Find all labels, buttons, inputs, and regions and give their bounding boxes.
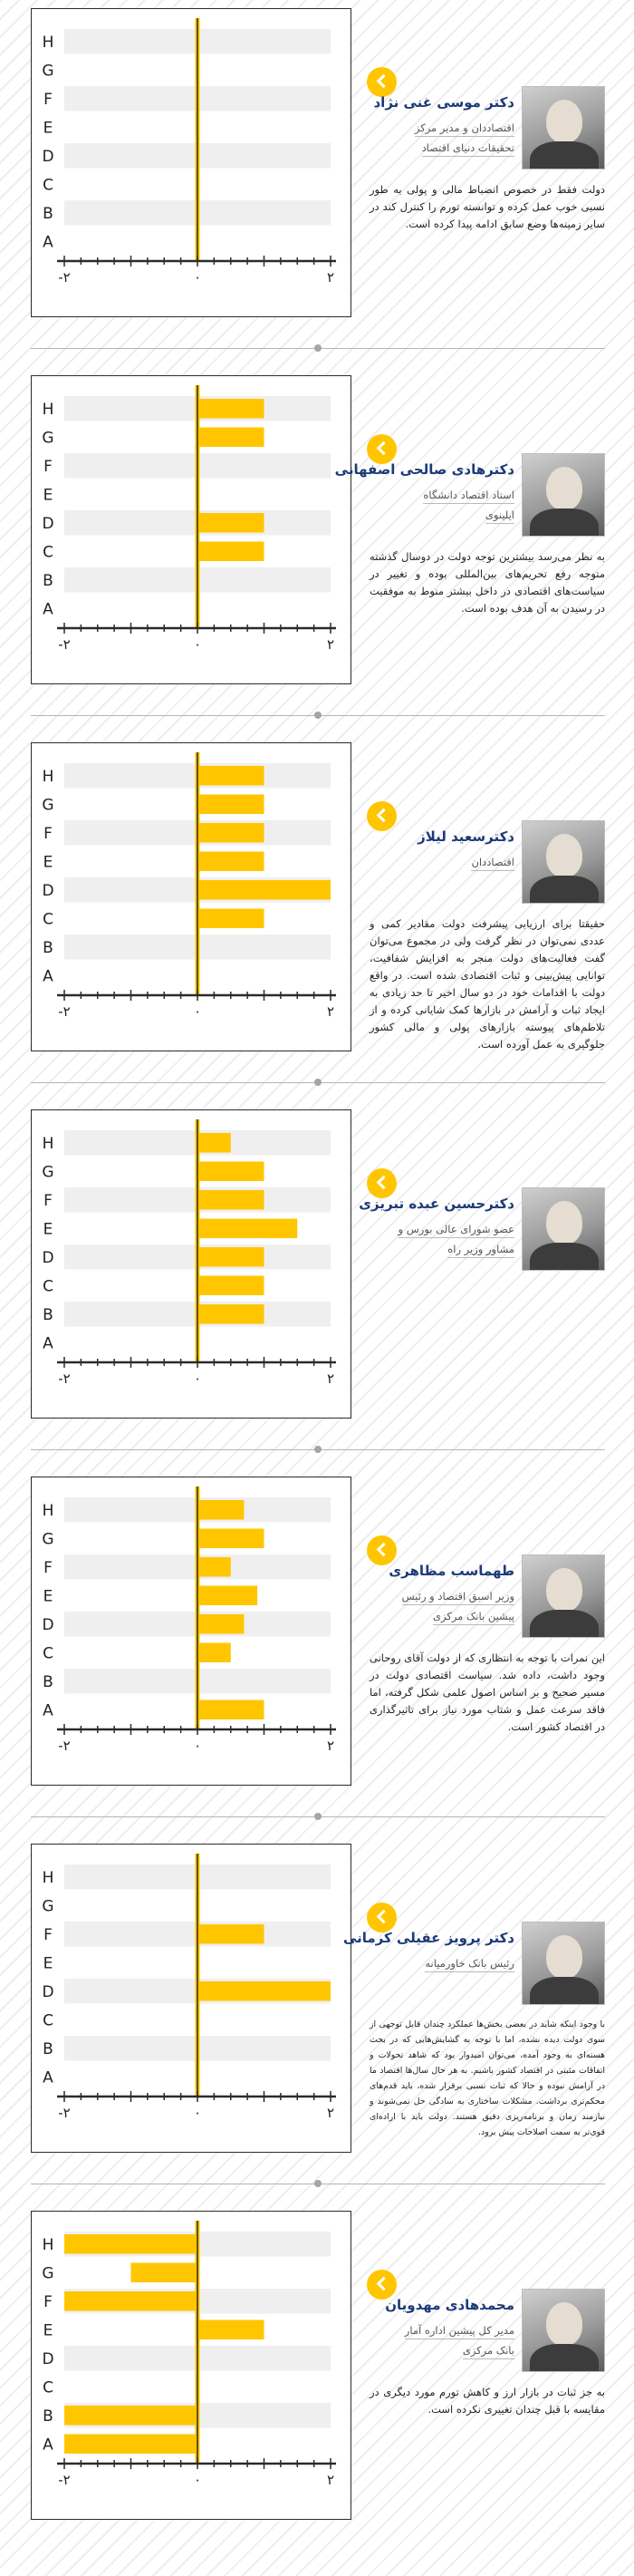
- x-tick-label: ۰: [193, 1370, 202, 1387]
- panel-6: [0, 1835, 634, 2203]
- chart-frame: [31, 1109, 351, 1419]
- category-label-H: H: [42, 1868, 54, 1887]
- bar-F: [197, 1924, 264, 1944]
- divider-dot: [314, 1079, 322, 1086]
- role-line: مدیر کل پیشین اداره آمار: [405, 2324, 514, 2339]
- category-label-H: H: [42, 767, 54, 786]
- bar-D: [197, 1614, 244, 1634]
- bar-chart: [32, 9, 350, 315]
- chevron-left-icon[interactable]: [367, 67, 397, 97]
- portrait-photo: [522, 453, 605, 537]
- x-tick-label: ۲: [326, 269, 335, 286]
- chart-frame: [31, 1844, 351, 2153]
- portrait-photo: [522, 2289, 605, 2372]
- chevron-left-icon[interactable]: [367, 1535, 397, 1565]
- role-line: عضو شورای عالی بورس و: [399, 1223, 514, 1238]
- category-label-E: E: [43, 853, 53, 872]
- category-label-E: E: [43, 1954, 53, 1973]
- bar-chart: [32, 743, 350, 1050]
- x-tick-label: -۲: [58, 1370, 71, 1387]
- panel-4: [0, 1101, 634, 1468]
- x-tick-label: ۰: [193, 2105, 202, 2121]
- category-label-B: B: [43, 1305, 53, 1324]
- bar-chart: [32, 1845, 350, 2151]
- person-role: [379, 852, 514, 872]
- chevron-left-icon[interactable]: [367, 801, 397, 831]
- category-label-B: B: [43, 204, 53, 223]
- panel-2: [0, 367, 634, 734]
- role-line: رئیس بانک خاورمیانه: [425, 1957, 514, 1972]
- category-label-D: D: [42, 1982, 54, 2001]
- category-label-C: C: [43, 1644, 53, 1663]
- portrait-body: [530, 1610, 599, 1638]
- category-label-A: A: [43, 967, 53, 986]
- x-tick-label: ۲: [326, 2105, 335, 2121]
- bar-H: [197, 399, 264, 419]
- person-quote: به جز ثبات در بازار ارز و کاهش تورم مورد دیگری در مقایسه با قبل چندان تغییری نکرده است.: [370, 2386, 605, 2416]
- portrait-body: [530, 1977, 599, 2005]
- category-label-H: H: [42, 1134, 54, 1153]
- category-label-B: B: [43, 2407, 53, 2426]
- person-name: محمدهادی مهدویان: [385, 2297, 514, 2313]
- portrait-head: [546, 1201, 582, 1244]
- bar-A: [197, 1700, 264, 1720]
- portrait-body: [530, 876, 599, 904]
- category-label-F: F: [43, 824, 53, 843]
- category-label-B: B: [43, 2039, 53, 2058]
- category-label-F: F: [43, 457, 53, 476]
- category-label-G: G: [42, 2264, 54, 2283]
- bar-D: [197, 880, 331, 900]
- person-name: دکترهادی صالحی اصفهانی: [334, 461, 514, 478]
- role-line: اقتصاددان: [471, 856, 514, 871]
- panel-5: [0, 1468, 634, 1835]
- portrait-photo: [522, 820, 605, 904]
- person-role: [379, 1586, 514, 1626]
- panel-7: [0, 2203, 634, 2570]
- bar-H: [64, 2234, 197, 2254]
- category-label-H: H: [42, 1501, 54, 1520]
- chart-frame: [31, 375, 351, 684]
- category-label-F: F: [43, 90, 53, 109]
- chevron-left-icon[interactable]: [367, 1168, 397, 1198]
- divider-dot: [314, 712, 322, 719]
- x-tick-label: ۰: [193, 2472, 202, 2488]
- role-line: بانک مرکزی: [463, 2344, 514, 2359]
- bar-B: [197, 1304, 264, 1324]
- category-label-C: C: [43, 176, 53, 195]
- chevron-left-icon[interactable]: [367, 1903, 397, 1932]
- category-label-B: B: [43, 1672, 53, 1691]
- category-label-D: D: [42, 147, 54, 166]
- portrait-head: [546, 834, 582, 877]
- category-label-E: E: [43, 2321, 53, 2340]
- category-label-A: A: [43, 600, 53, 619]
- category-label-E: E: [43, 1587, 53, 1606]
- category-label-A: A: [43, 1334, 53, 1353]
- person-quote: با وجود اینکه شاید در بعضی بخش‌ها عملکرد چندان قابل توجهی از سوی دولت دیده نشده، اما با توجه به گشایش‌هایی که در بحث هسته‌ای به وجود آمده، می‌توان امیدوار بود که شاهد تحولات و اتفاقات مثبتی در اقتصاد کشور باشیم. به هر حال سال‌ها اقتصاد ما در آرامش نبوده و حالا که ثبات نسبی برقرار شده، باید قدم‌های محکم‌تری برداشت. مشکلات ساختاری به سادگی حل نمی‌شوند و نیازمند زمان و برنامه‌ریزی دقیق هستند. دولت باید با اراده‌ای قوی‌تر به سمت اصلاحات پیش برود.: [370, 2019, 605, 2137]
- bar-F: [64, 2291, 197, 2311]
- bar-C: [197, 1643, 231, 1663]
- category-label-B: B: [43, 938, 53, 957]
- person-quote: دولت فقط در خصوص انضباط مالی و پولی به طور نسبی خوب عمل کرده و توانسته تورم را کنترل کند در سایر زمینه‌ها وضع سابق ادامه پیدا کرده است.: [370, 183, 605, 230]
- portrait-head: [546, 1935, 582, 1979]
- category-label-C: C: [43, 2011, 53, 2030]
- portrait-head: [546, 467, 582, 510]
- category-label-D: D: [42, 881, 54, 900]
- divider-dot: [314, 2180, 322, 2187]
- category-label-H: H: [42, 33, 54, 52]
- category-label-F: F: [43, 1925, 53, 1944]
- category-label-D: D: [42, 1248, 54, 1267]
- category-label-H: H: [42, 2235, 54, 2254]
- x-tick-label: ۲: [326, 2472, 335, 2488]
- x-tick-label: ۲: [326, 1738, 335, 1754]
- category-label-C: C: [43, 543, 53, 562]
- category-label-A: A: [43, 2436, 53, 2455]
- bar-C: [197, 542, 264, 562]
- portrait-photo: [522, 86, 605, 169]
- person-role: [379, 2320, 514, 2360]
- person-role: [379, 118, 514, 158]
- person-role: [379, 485, 514, 525]
- role-line: پیشین بانک مرکزی: [433, 1610, 514, 1625]
- divider-dot: [314, 1813, 322, 1820]
- section-divider: [31, 1449, 605, 1450]
- bar-H: [197, 1500, 244, 1520]
- portrait-head: [546, 1568, 582, 1612]
- portrait-photo: [522, 1187, 605, 1271]
- role-line: مشاور وزیر راه: [447, 1243, 514, 1258]
- category-label-B: B: [43, 571, 53, 590]
- x-tick-label: -۲: [58, 1738, 71, 1754]
- category-label-D: D: [42, 2349, 54, 2368]
- x-tick-label: ۰: [193, 1738, 202, 1754]
- category-label-G: G: [42, 796, 54, 815]
- category-label-H: H: [42, 400, 54, 419]
- divider-dot: [314, 344, 322, 352]
- person-role: [379, 1953, 514, 1973]
- person-name: طهماسب مظاهری: [389, 1563, 514, 1579]
- category-label-E: E: [43, 1220, 53, 1239]
- bar-H: [197, 1133, 231, 1153]
- bar-F: [197, 1557, 231, 1577]
- category-label-G: G: [42, 1530, 54, 1549]
- portrait-body: [530, 508, 599, 537]
- person-name: دکترحسین عبده تبریزی: [359, 1196, 514, 1212]
- bar-E: [197, 852, 264, 872]
- category-label-G: G: [42, 1163, 54, 1182]
- role-line: اقتصاددان و مدیر مرکز: [415, 121, 514, 137]
- bar-E: [197, 1219, 297, 1239]
- category-label-F: F: [43, 2292, 53, 2311]
- x-tick-label: ۰: [193, 1003, 202, 1020]
- portrait-head: [546, 100, 582, 143]
- section-divider: [31, 1082, 605, 1083]
- portrait-photo: [522, 1554, 605, 1638]
- x-tick-label: ۰: [193, 269, 202, 286]
- bar-A: [64, 2435, 197, 2455]
- bar-D: [197, 1981, 331, 2001]
- category-label-F: F: [43, 1191, 53, 1210]
- person-name: دکترسعید لیلاز: [418, 828, 514, 845]
- x-tick-label: -۲: [58, 636, 71, 653]
- role-line: تحقیقات دنیای اقتصاد: [422, 141, 514, 157]
- portrait-body: [530, 141, 599, 169]
- role-line: وزیر اسبق اقتصاد و رئیس: [402, 1590, 514, 1605]
- section-divider: [31, 1816, 605, 1817]
- bar-H: [197, 766, 264, 786]
- category-label-G: G: [42, 1897, 54, 1916]
- portrait-photo: [522, 1922, 605, 2005]
- person-name: دکتر پرویز عقیلی کرمانی: [342, 1930, 514, 1946]
- section-divider: [31, 715, 605, 716]
- category-label-A: A: [43, 2068, 53, 2087]
- x-tick-label: ۲: [326, 1003, 335, 1020]
- bar-D: [197, 513, 264, 533]
- category-label-E: E: [43, 119, 53, 138]
- bar-G: [197, 1162, 264, 1182]
- role-line: استاد اقتصاد دانشگاه: [423, 489, 514, 504]
- category-label-A: A: [43, 1701, 53, 1720]
- chart-frame: [31, 1477, 351, 1786]
- category-label-C: C: [43, 1277, 53, 1296]
- category-label-G: G: [42, 429, 54, 448]
- portrait-head: [546, 2302, 582, 2346]
- x-tick-label: ۲: [326, 636, 335, 653]
- category-label-E: E: [43, 486, 53, 505]
- bar-chart: [32, 376, 350, 683]
- x-tick-label: ۲: [326, 1370, 335, 1387]
- chart-frame: [31, 742, 351, 1051]
- bar-chart: [32, 1110, 350, 1417]
- bar-D: [197, 1247, 264, 1267]
- person-quote: حقیقتا برای ارزیابی پیشرفت دولت مقادیر کمی و عددی نمی‌توان در نظر گرفت ولی در مجموع می‌توان گفت فعالیت‌های دولت منجر به افزایش شفافیت، توانایی پیش‌بینی و ثبات اقتصادی شده است. در واقع دولت با اقدامات خود در دو سال اخیر تا حد زیادی به ایجاد ثبات و آرامش در بازارها کمک شایانی کرده و از تلاطم‌های پیوسته بازارهای پولی و مالی کشور جلوگیری به عمل آورده است.: [370, 917, 605, 1051]
- category-label-G: G: [42, 62, 54, 81]
- category-label-D: D: [42, 1615, 54, 1634]
- portrait-body: [530, 2344, 599, 2372]
- bar-G: [197, 795, 264, 815]
- chart-frame: [31, 8, 351, 317]
- person-quote: این نمرات با توجه به انتظاری که از دولت آقای روحانی وجود داشت، داده شد. سیاست اقتصادی دولت در مسیر صحیح و بر اساس اصول علمی شکل گرفته، اما فاقد سرعت عمل و شتاب مورد نیاز برای تاثیرگذاری در اقتصاد کشور است.: [370, 1651, 605, 1733]
- person-name: دکتر موسی غنی نژاد: [373, 94, 514, 111]
- bar-G: [197, 1529, 264, 1549]
- x-tick-label: -۲: [58, 1003, 71, 1020]
- person-quote: به نظر می‌رسد بیشترین توجه دولت در دوسال گذشته متوجه رفع تحریم‌های بین‌المللی بوده و تغییر در سیاست‌های اقتصادی در داخل بیشتر منوط به موفقیت در رسیدن به آن هدف بوده است.: [370, 550, 605, 615]
- category-label-A: A: [43, 233, 53, 252]
- divider-dot: [314, 1446, 322, 1453]
- x-tick-label: -۲: [58, 2105, 71, 2121]
- x-tick-label: ۰: [193, 636, 202, 653]
- bar-C: [197, 1276, 264, 1296]
- bar-F: [197, 823, 264, 843]
- x-tick-label: -۲: [58, 2472, 71, 2488]
- section-divider: [31, 348, 605, 349]
- category-label-D: D: [42, 514, 54, 533]
- category-label-C: C: [43, 2378, 53, 2397]
- bar-G: [131, 2263, 198, 2283]
- bar-E: [197, 1586, 257, 1606]
- bar-chart: [32, 1477, 350, 1784]
- bar-chart: [32, 2212, 350, 2518]
- bar-E: [197, 2320, 264, 2340]
- portrait-body: [530, 1243, 599, 1271]
- role-line: ایلینوی: [485, 508, 514, 524]
- category-label-C: C: [43, 910, 53, 929]
- category-label-F: F: [43, 1558, 53, 1577]
- panel-1: [0, 0, 634, 367]
- chevron-left-icon[interactable]: [367, 434, 397, 464]
- panel-3: [0, 734, 634, 1101]
- bar-F: [197, 1190, 264, 1210]
- x-tick-label: -۲: [58, 269, 71, 286]
- bar-B: [64, 2406, 197, 2426]
- bar-G: [197, 428, 264, 448]
- person-role: [379, 1219, 514, 1259]
- chevron-left-icon[interactable]: [367, 2270, 397, 2300]
- chart-frame: [31, 2211, 351, 2520]
- bar-C: [197, 909, 264, 929]
